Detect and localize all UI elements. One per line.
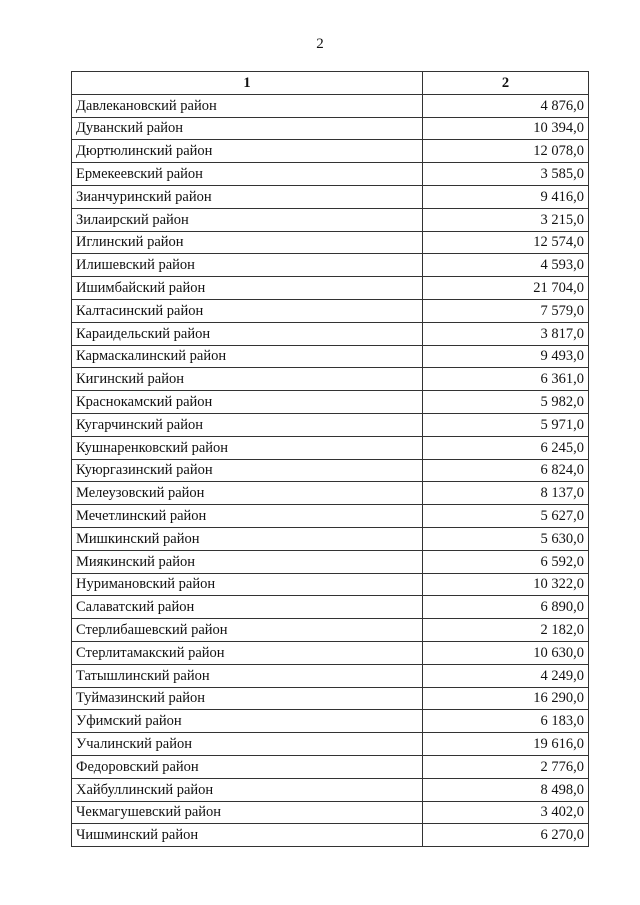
table-row [72,824,589,847]
amount-cell: 6 245,0 [423,436,589,459]
table-row [72,459,589,482]
district-name-cell: Учалинский район [72,733,423,756]
table-row [72,140,589,163]
table-row [72,527,589,550]
district-name-cell: Мишкинский район [72,527,423,550]
amount-cell: 10 394,0 [423,117,589,140]
table-header [72,72,589,95]
amount-cell: 2 776,0 [423,755,589,778]
amount-cell: 4 876,0 [423,94,589,117]
table-row [72,801,589,824]
header-row [72,72,589,95]
table-row [72,505,589,528]
district-name-cell: Дуванский район [72,117,423,140]
district-name-cell: Кигинский район [72,368,423,391]
amount-cell: 6 183,0 [423,710,589,733]
table-row [72,710,589,733]
amount-cell: 16 290,0 [423,687,589,710]
table-body [72,94,589,846]
amount-cell: 10 630,0 [423,641,589,664]
table-row [72,436,589,459]
table-row [72,368,589,391]
amount-cell: 5 630,0 [423,527,589,550]
district-name-cell: Хайбуллинский район [72,778,423,801]
amount-cell: 12 574,0 [423,231,589,254]
district-name-cell: Мелеузовский район [72,482,423,505]
table-row [72,550,589,573]
amount-cell: 5 971,0 [423,413,589,436]
amount-cell: 8 137,0 [423,482,589,505]
amount-cell: 5 627,0 [423,505,589,528]
district-name-cell: Куюргазинский район [72,459,423,482]
table-row [72,163,589,186]
district-name-cell: Ермекеевский район [72,163,423,186]
amount-cell: 9 493,0 [423,345,589,368]
page-number: 2 [316,36,324,52]
table-row [72,391,589,414]
amount-cell: 3 215,0 [423,208,589,231]
district-name-cell: Кармаскалинский район [72,345,423,368]
amount-cell: 12 078,0 [423,140,589,163]
table-row [72,208,589,231]
district-name-cell: Уфимский район [72,710,423,733]
district-name-cell: Зианчуринский район [72,185,423,208]
table-row [72,755,589,778]
district-name-cell: Нуримановский район [72,573,423,596]
amount-cell: 4 249,0 [423,664,589,687]
table-row [72,573,589,596]
table-row [72,299,589,322]
district-name-cell: Чекмагушевский район [72,801,423,824]
table-row [72,482,589,505]
district-name-cell: Миякинский район [72,550,423,573]
district-name-cell: Туймазинский район [72,687,423,710]
district-name-cell: Салаватский район [72,596,423,619]
table-row [72,664,589,687]
amount-cell: 9 416,0 [423,185,589,208]
table-row [72,94,589,117]
amount-cell: 19 616,0 [423,733,589,756]
amount-cell: 6 824,0 [423,459,589,482]
table-row [72,619,589,642]
district-name-cell: Караидельский район [72,322,423,345]
district-name-cell: Краснокамский район [72,391,423,414]
amount-cell: 10 322,0 [423,573,589,596]
table-row [72,778,589,801]
column-header-1: 1 [72,72,423,95]
column-header-2: 2 [423,72,589,95]
district-name-cell: Кугарчинский район [72,413,423,436]
amount-cell: 6 592,0 [423,550,589,573]
district-name-cell: Зилаирский район [72,208,423,231]
table-row [72,733,589,756]
district-name-cell: Иглинский район [72,231,423,254]
district-name-cell: Федоровский район [72,755,423,778]
table-row [72,596,589,619]
district-name-cell: Калтасинский район [72,299,423,322]
amount-cell: 3 817,0 [423,322,589,345]
amount-cell: 8 498,0 [423,778,589,801]
table-row [72,254,589,277]
district-table [71,71,589,847]
district-name-cell: Стерлитамакский район [72,641,423,664]
amount-cell: 7 579,0 [423,299,589,322]
table-row [72,413,589,436]
amount-cell: 2 182,0 [423,619,589,642]
amount-cell: 5 982,0 [423,391,589,414]
amount-cell: 21 704,0 [423,277,589,300]
table-row [72,117,589,140]
district-name-cell: Чишминский район [72,824,423,847]
district-name-cell: Ишимбайский район [72,277,423,300]
table-row [72,641,589,664]
district-name-cell: Татышлинский район [72,664,423,687]
district-name-cell: Кушнаренковский район [72,436,423,459]
table-row [72,687,589,710]
district-name-cell: Давлекановский район [72,94,423,117]
table-row [72,231,589,254]
table-row [72,345,589,368]
amount-cell: 3 402,0 [423,801,589,824]
amount-cell: 3 585,0 [423,163,589,186]
district-name-cell: Илишевский район [72,254,423,277]
table-row [72,322,589,345]
table-row [72,185,589,208]
district-name-cell: Дюртюлинский район [72,140,423,163]
amount-cell: 6 270,0 [423,824,589,847]
amount-cell: 6 890,0 [423,596,589,619]
district-name-cell: Стерлибашевский район [72,619,423,642]
amount-cell: 6 361,0 [423,368,589,391]
table-row [72,277,589,300]
amount-cell: 4 593,0 [423,254,589,277]
district-name-cell: Мечетлинский район [72,505,423,528]
